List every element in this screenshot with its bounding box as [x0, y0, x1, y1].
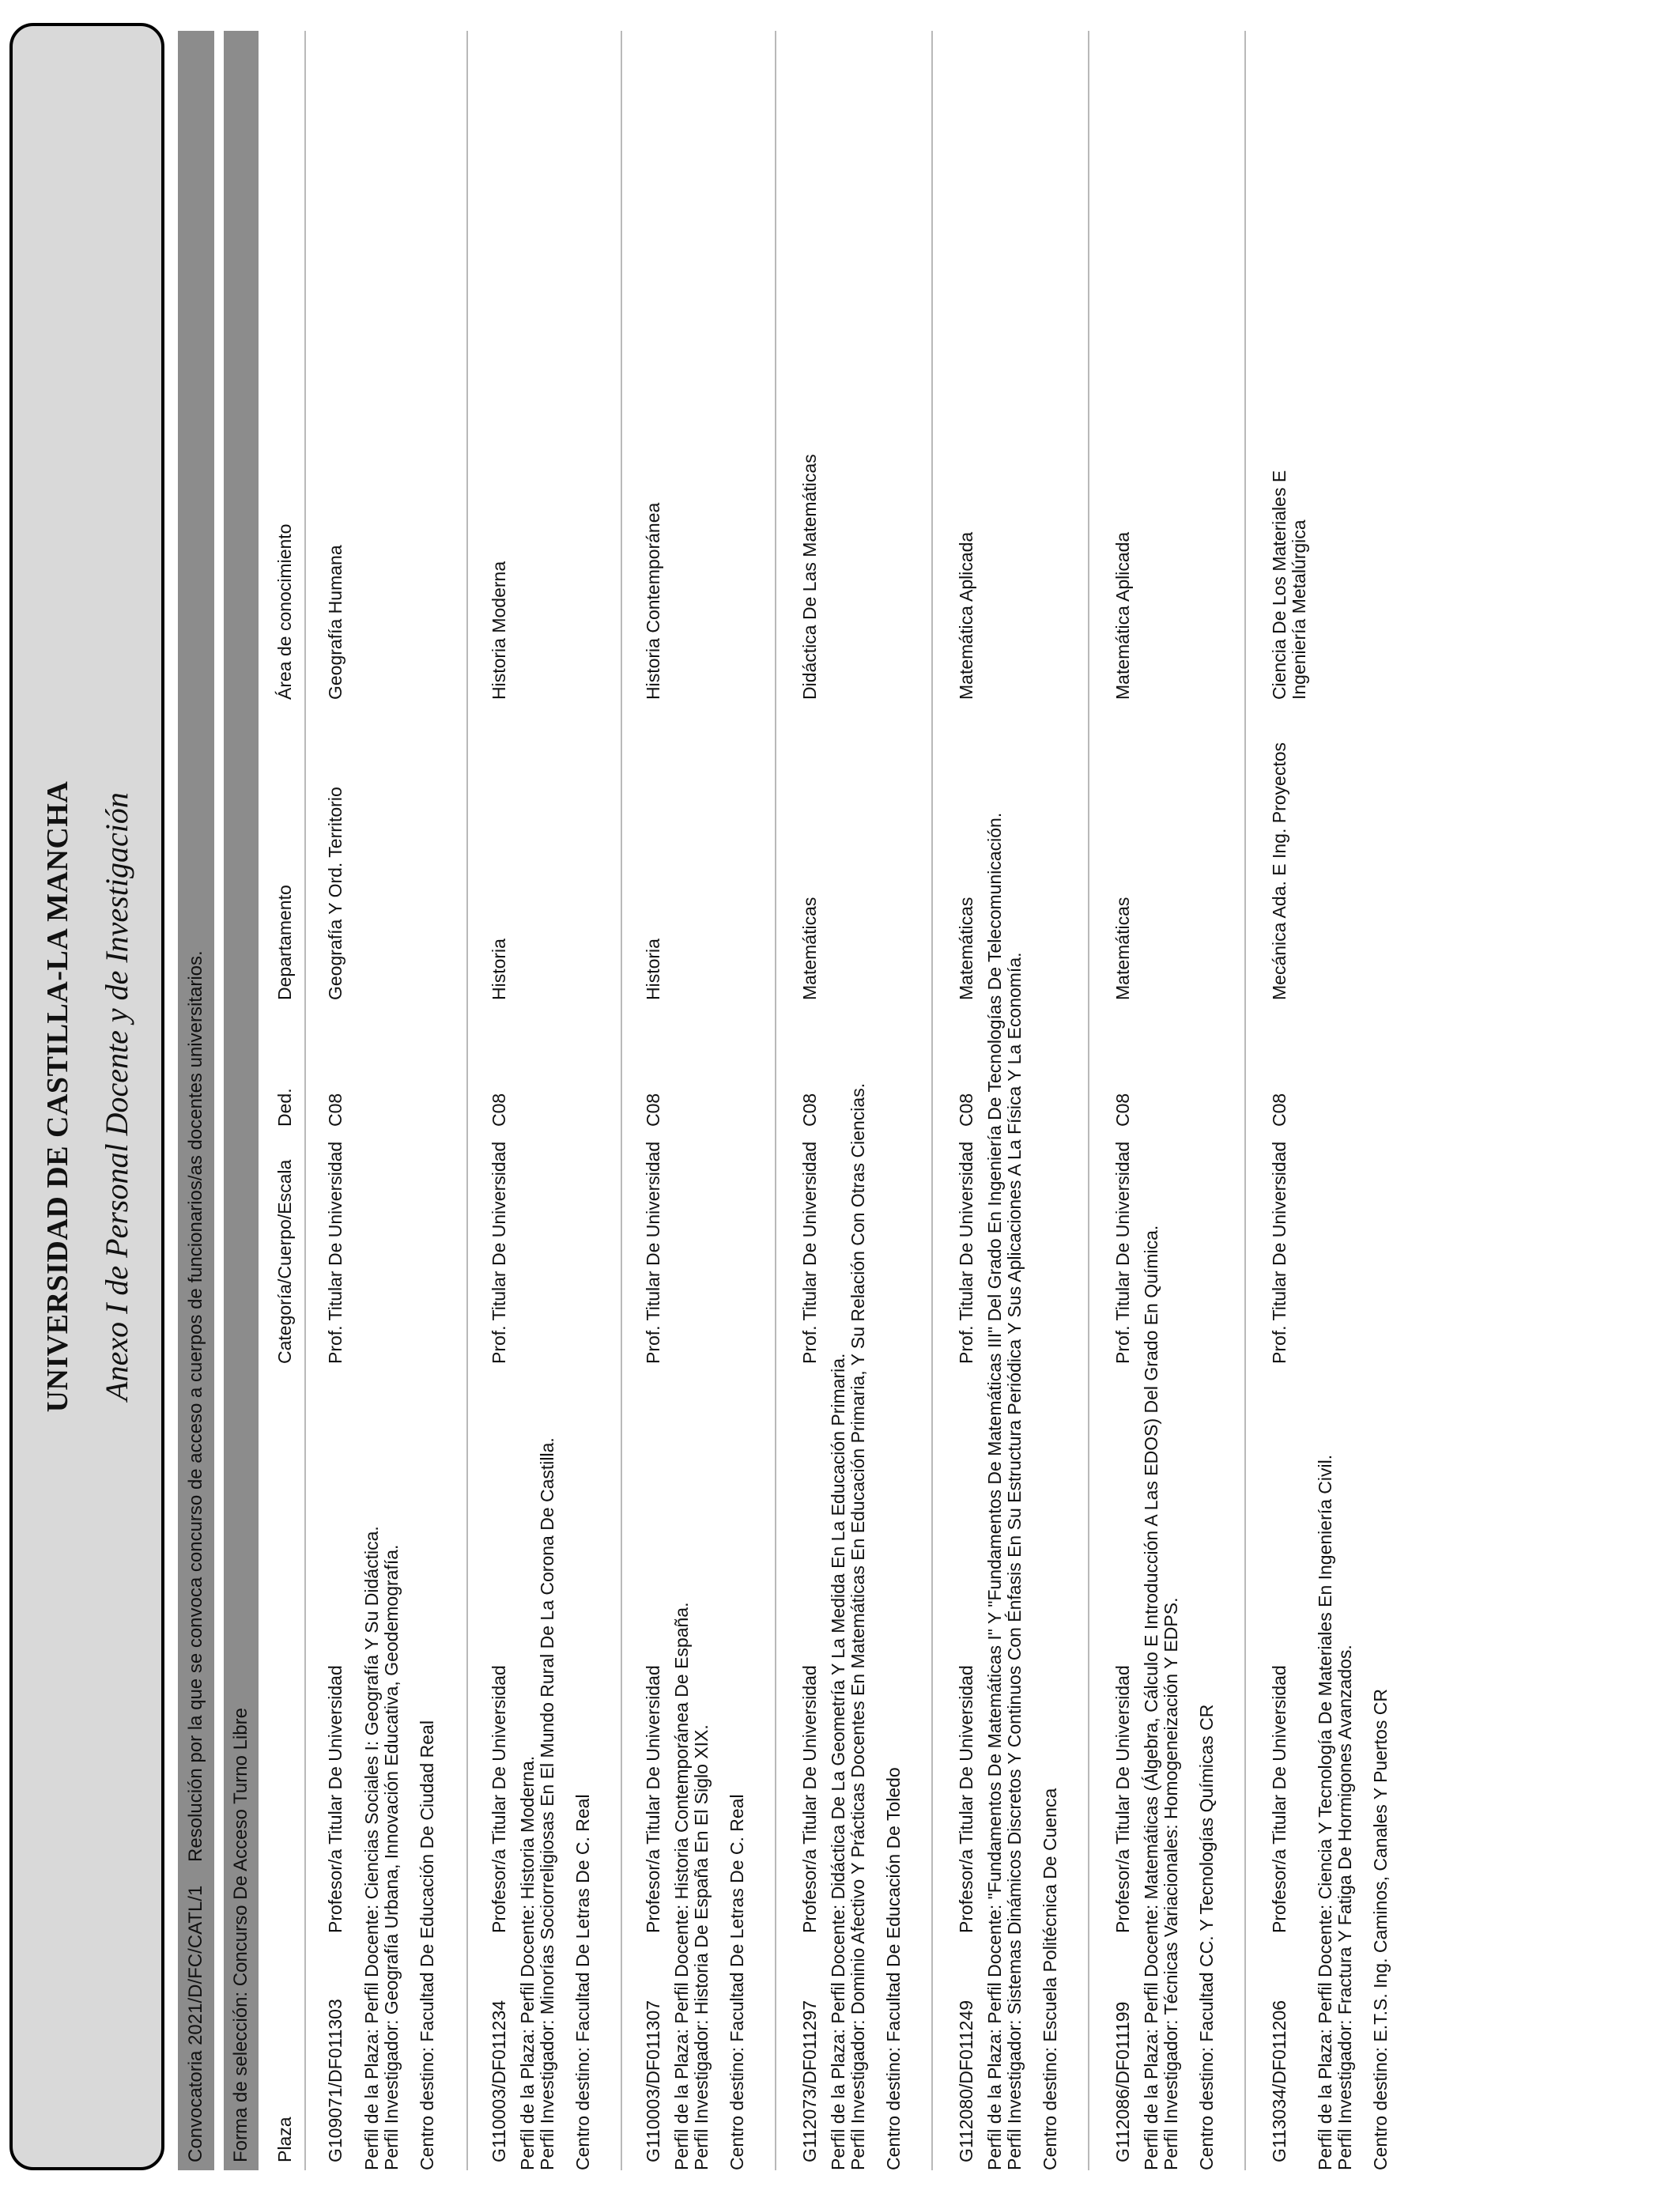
- perfil-docente: Perfil de la Plaza: Perfil Docente: Historia Moderna.: [517, 1755, 538, 2170]
- plaza-categoria: Prof. Titular De Universidad: [956, 1141, 976, 1364]
- plaza-tipo: Profesor/a Titular De Universidad: [1269, 1665, 1289, 1933]
- plaza-area: Matemática Aplicada: [1112, 531, 1133, 700]
- plaza-code: G112086/DF011199: [1112, 2001, 1133, 2162]
- separator: [621, 31, 622, 2170]
- plaza-ded: C08: [799, 1093, 820, 1127]
- annex-title: Anexo I de Personal Docente y de Investigación: [99, 792, 134, 1401]
- plaza-area: Historia Contemporánea: [643, 502, 663, 700]
- plaza-categoria: Prof. Titular De Universidad: [489, 1141, 509, 1364]
- col-header-departamento: Departamento: [274, 885, 295, 1000]
- plaza-code: G110003/DF011307: [643, 2000, 663, 2162]
- perfil-docente: Perfil de la Plaza: Perfil Docente: Didáctica De La Geometría Y La Medida En La Educación Primaria.: [828, 1353, 848, 2170]
- plaza-code: G112073/DF011297: [799, 2000, 820, 2162]
- plaza-area: Geografía Humana: [325, 545, 345, 700]
- university-title: UNIVERSIDAD DE CASTILLA-LA MANCHA: [41, 780, 74, 1413]
- perfil-investigador: Perfil Investigador: Historia De España En El Siglo XIX.: [691, 1724, 712, 2170]
- col-header-ded: Ded.: [274, 1088, 295, 1127]
- plaza-code: G109071/DF011303: [325, 1999, 345, 2162]
- plaza-departamento: Geografía Y Ord. Territorio: [325, 787, 345, 1000]
- perfil-investigador: Perfil Investigador: Fractura Y Fatiga De Hormigones Avanzados.: [1335, 1645, 1355, 2170]
- perfil-docente: Perfil de la Plaza: Perfil Docente: Matemáticas (Álgebra, Cálculo E Introducción A Las EDOS) Del Grado En Química.: [1141, 1225, 1161, 2170]
- col-header-plaza: Plaza: [274, 2117, 295, 2162]
- centro-destino: Centro destino: Facultad De Letras De C. Real: [572, 1794, 593, 2170]
- convocatoria-code: Convocatoria 2021/D/FC/CATL/1: [185, 1885, 206, 2162]
- plaza-ded: C08: [325, 1093, 345, 1127]
- centro-destino: Centro destino: Facultad De Educación De Toledo: [883, 1767, 904, 2170]
- plaza-ded: C08: [489, 1093, 509, 1127]
- plaza-tipo: Profesor/a Titular De Universidad: [1112, 1665, 1133, 1933]
- plaza-categoria: Prof. Titular De Universidad: [1269, 1141, 1289, 1364]
- plaza-tipo: Profesor/a Titular De Universidad: [325, 1665, 345, 1933]
- separator: [1088, 31, 1089, 2170]
- plaza-tipo: Profesor/a Titular De Universidad: [643, 1665, 663, 1933]
- col-header-area: Área de conocimiento: [274, 523, 295, 700]
- plaza-area: Ciencia De Los Materiales E Ingeniería Metalúrgica: [1269, 470, 1309, 700]
- plaza-code: G113034/DF011206: [1269, 2000, 1289, 2162]
- perfil-investigador: Perfil Investigador: Dominio Afectivo Y Prácticas Docentes En Matemáticas En Educación Primaria, Y Su Relación Con Otras Ciencias.: [848, 1082, 868, 2170]
- plaza-area: Matemática Aplicada: [956, 531, 976, 700]
- perfil-docente: Perfil de la Plaza: Perfil Docente: Ciencias Sociales I: Geografía Y Su Didáctica.: [361, 1526, 382, 2170]
- plaza-ded: C08: [1269, 1093, 1289, 1127]
- forma-seleccion-bar: [224, 31, 259, 2170]
- centro-destino: Centro destino: Facultad De Educación De Ciudad Real: [417, 1720, 437, 2170]
- perfil-investigador: Perfil Investigador: Técnicas Variacionales: Homogeneización Y EDPS.: [1161, 1597, 1181, 2170]
- separator: [775, 31, 776, 2170]
- plaza-departamento: Matemáticas: [956, 897, 976, 1000]
- plaza-categoria: Prof. Titular De Universidad: [1112, 1141, 1133, 1364]
- centro-destino: Centro destino: E.T.S. Ing. Caminos, Canales Y Puertos CR: [1370, 1689, 1391, 2170]
- forma-seleccion: Forma de selección: Concurso De Acceso Turno Libre: [230, 1708, 251, 2162]
- centro-destino: Centro destino: Facultad CC. Y Tecnologías Químicas CR: [1196, 1704, 1217, 2170]
- perfil-investigador: Perfil Investigador: Geografía Urbana, Innovación Educativa, Geodemografía.: [381, 1544, 402, 2170]
- separator: [304, 31, 306, 2170]
- plaza-ded: C08: [1112, 1093, 1133, 1127]
- perfil-docente: Perfil de la Plaza: Perfil Docente: "Fundamentos De Matemáticas I" Y "Fundamentos De Matemáticas III" Del Grado En Ingeniería De Tecnologías De Telecomunicación.: [984, 812, 1005, 2170]
- convocatoria-description: Resolución por la que se convoca concurso de acceso a cuerpos de funcionarios/as docentes universitarios.: [185, 950, 206, 1862]
- col-header-categoria: Categoría/Cuerpo/Escala: [274, 1159, 295, 1364]
- header-box: [9, 23, 164, 2170]
- plaza-departamento: Historia: [489, 938, 509, 1000]
- plaza-categoria: Prof. Titular De Universidad: [325, 1141, 345, 1364]
- separator: [466, 31, 468, 2170]
- separator: [1244, 31, 1246, 2170]
- plaza-tipo: Profesor/a Titular De Universidad: [956, 1665, 976, 1933]
- plaza-categoria: Prof. Titular De Universidad: [643, 1141, 663, 1364]
- perfil-investigador: Perfil Investigador: Sistemas Dinámicos Discretos Y Continuos Con Énfasis En Su Estructura Periódica Y Sus Aplicaciones A La Física Y La Economía.: [1004, 952, 1025, 2170]
- centro-destino: Centro destino: Facultad De Letras De C. Real: [727, 1794, 747, 2170]
- plaza-code: G110003/DF011234: [489, 2000, 509, 2162]
- plaza-categoria: Prof. Titular De Universidad: [799, 1141, 820, 1364]
- plaza-departamento: Historia: [643, 938, 663, 1000]
- plaza-code: G112080/DF011249: [956, 2000, 976, 2162]
- plaza-ded: C08: [643, 1093, 663, 1127]
- perfil-docente: Perfil de la Plaza: Perfil Docente: Ciencia Y Tecnología De Materiales En Ingeniería Civil.: [1315, 1454, 1335, 2170]
- centro-destino: Centro destino: Escuela Politécnica De Cuenca: [1040, 1788, 1060, 2170]
- plaza-tipo: Profesor/a Titular De Universidad: [489, 1665, 509, 1933]
- plaza-departamento: Mecánica Ada. E Ing. Proyectos: [1269, 742, 1289, 1000]
- convocatoria-bar: [178, 31, 214, 2170]
- perfil-investigador: Perfil Investigador: Minorías Sociorreligiosas En El Mundo Rural De La Corona De Castilla.: [537, 1437, 557, 2170]
- plaza-area: Historia Moderna: [489, 561, 509, 700]
- plaza-departamento: Matemáticas: [799, 897, 820, 1000]
- separator: [931, 31, 933, 2170]
- plaza-ded: C08: [956, 1093, 976, 1127]
- plaza-tipo: Profesor/a Titular De Universidad: [799, 1665, 820, 1933]
- plaza-departamento: Matemáticas: [1112, 897, 1133, 1000]
- perfil-docente: Perfil de la Plaza: Perfil Docente: Historia Contemporánea De España.: [671, 1602, 692, 2170]
- plaza-area: Didáctica De Las Matemáticas: [799, 454, 820, 700]
